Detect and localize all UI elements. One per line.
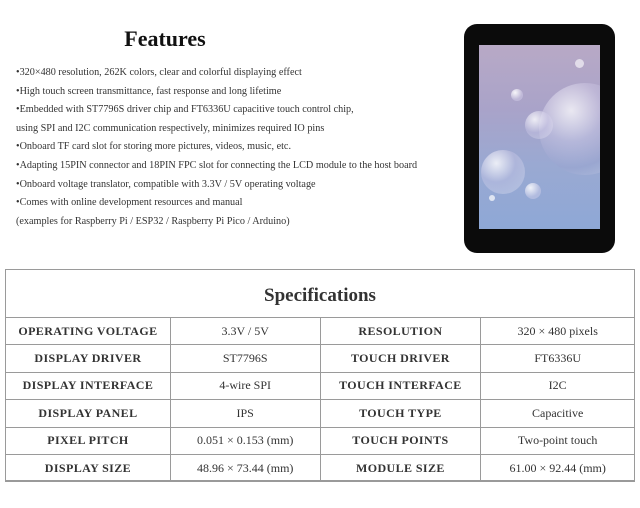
spec-value: ST7796S xyxy=(170,345,320,372)
feature-item: (examples for Raspberry Pi / ESP32 / Raspberry Pi Pico / Arduino) xyxy=(16,215,290,227)
feature-item: •Comes with online development resources and manual xyxy=(16,197,243,209)
spec-value: IPS xyxy=(170,400,320,427)
feature-item: using SPI and I2C communication respectively, minimizes required IO pins xyxy=(16,122,325,134)
table-row xyxy=(6,372,635,399)
spec-value: FT6336U xyxy=(481,345,635,372)
specifications-title: Specifications xyxy=(264,285,376,306)
table-row xyxy=(6,400,635,427)
table-row xyxy=(6,318,635,345)
spec-label: DISPLAY SIZE xyxy=(6,454,171,481)
spec-label: MODULE SIZE xyxy=(320,454,481,481)
table-row xyxy=(6,345,635,372)
spec-label: DISPLAY DRIVER xyxy=(6,345,171,372)
bubble-graphic xyxy=(525,111,553,139)
table-row xyxy=(6,454,635,481)
spec-value: Two-point touch xyxy=(481,427,635,454)
spec-value: Capacitive xyxy=(481,400,635,427)
feature-item: •Embedded with ST7796S driver chip and FT6336U capacitive touch control chip, xyxy=(16,104,354,116)
spec-label: OPERATING VOLTAGE xyxy=(6,318,171,345)
spec-label: DISPLAY INTERFACE xyxy=(6,372,171,399)
feature-item: •High touch screen transmittance, fast response and long lifetime xyxy=(16,85,282,97)
spec-label: RESOLUTION xyxy=(320,318,481,345)
feature-item: •Adapting 15PIN connector and 18PIN FPC slot for connecting the LCD module to the host board xyxy=(16,159,418,171)
lcd-screen-wallpaper xyxy=(479,45,600,229)
spec-label: TOUCH POINTS xyxy=(320,427,481,454)
spec-value: 61.00 × 92.44 (mm) xyxy=(481,454,635,481)
table-row xyxy=(6,427,635,454)
spec-value: I2C xyxy=(481,372,635,399)
spec-label: TOUCH INTERFACE xyxy=(320,372,481,399)
lcd-module-image xyxy=(464,24,615,253)
feature-item: •Onboard voltage translator, compatible with 3.3V / 5V operating voltage xyxy=(16,178,316,190)
specifications-panel xyxy=(5,269,635,481)
spec-label: DISPLAY PANEL xyxy=(6,400,171,427)
spec-label: TOUCH DRIVER xyxy=(320,345,481,372)
features-title: Features xyxy=(124,26,206,51)
bubble-graphic xyxy=(481,150,525,194)
spec-label: TOUCH TYPE xyxy=(320,400,481,427)
bubble-graphic xyxy=(525,183,541,199)
spec-value: 3.3V / 5V xyxy=(170,318,320,345)
spec-value: 0.051 × 0.153 (mm) xyxy=(170,427,320,454)
feature-item: •320×480 resolution, 262K colors, clear and colorful displaying effect xyxy=(16,67,302,78)
spec-value: 320 × 480 pixels xyxy=(481,318,635,345)
spec-value: 4-wire SPI xyxy=(170,372,320,399)
spec-label: PIXEL PITCH xyxy=(6,427,171,454)
feature-item: •Onboard TF card slot for storing more pictures, videos, music, etc. xyxy=(16,141,291,153)
bubble-graphic xyxy=(575,59,584,68)
bubble-graphic xyxy=(511,89,523,101)
feature-list xyxy=(16,64,456,231)
specifications-table xyxy=(5,317,635,482)
bubble-graphic xyxy=(489,195,495,201)
spec-value: 48.96 × 73.44 (mm) xyxy=(170,454,320,481)
